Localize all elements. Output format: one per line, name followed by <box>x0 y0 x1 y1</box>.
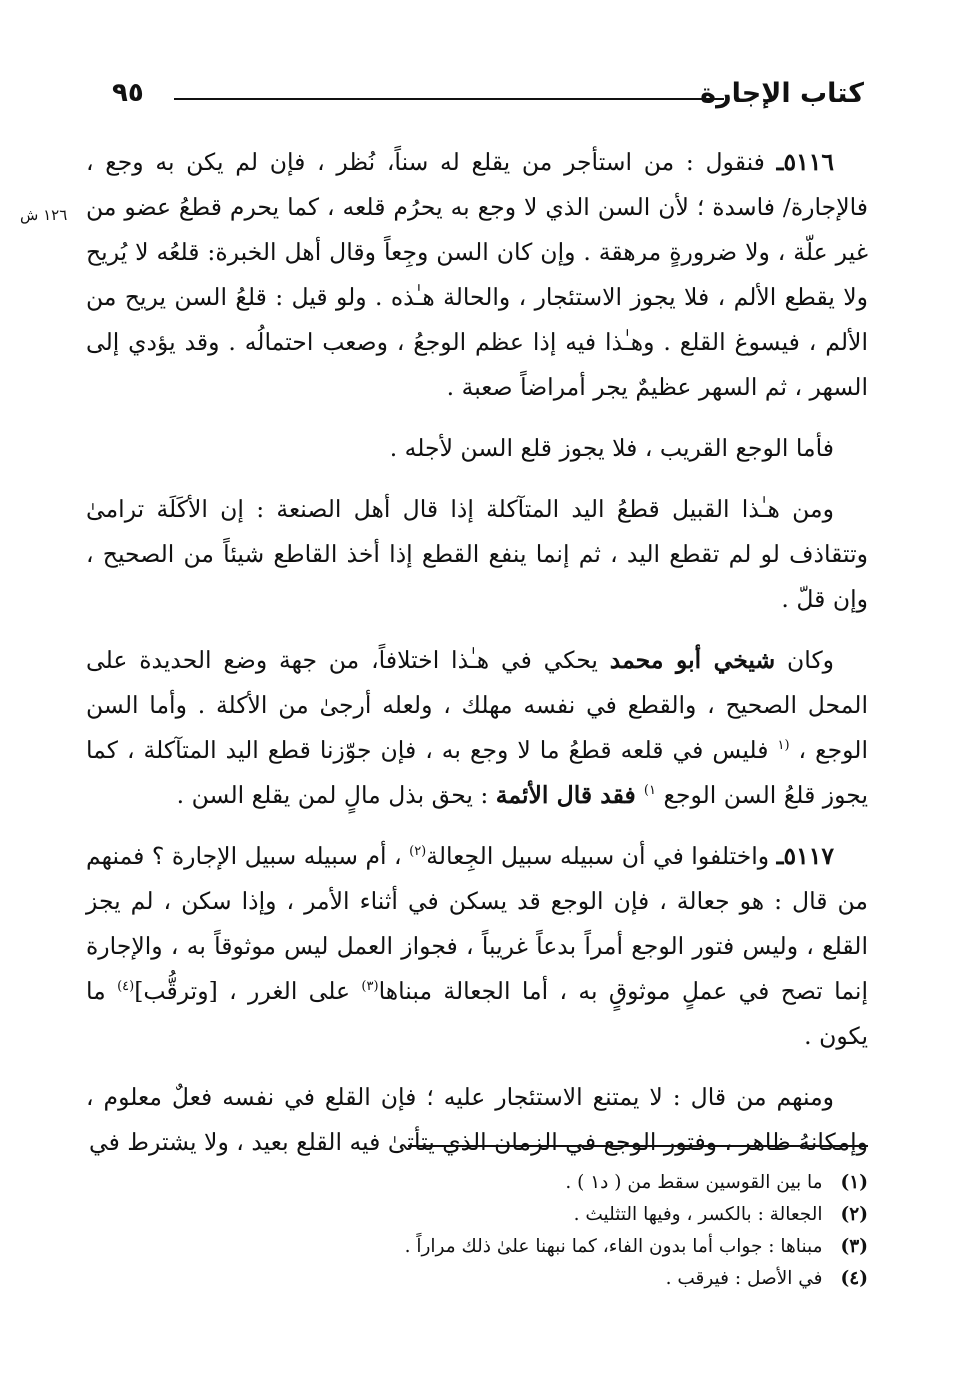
footnote-text: مبناها : جواب أما بدون الفاء، كما نبهنا علىٰ ذلك مراراً . <box>404 1236 823 1257</box>
footnote <box>200 1232 868 1262</box>
paragraph <box>86 638 868 818</box>
footnote-text: في الأصل : فيرقب . <box>665 1268 823 1289</box>
running-header <box>112 78 864 118</box>
paragraph-text: على الغرر ، [وترقُّب] <box>134 977 362 1005</box>
paragraph-text: ومن هـٰذا القبيل قطعُ اليد المتآكلة إذا قال أهل الصنعة : إن الأكَلَة ترامىٰ وتتقاذف لو لم تقطع اليد ، ثم إنما ينفع القطع إذا أخذ القاطع شيئاً من الصحيح ، وإن قلّ . <box>86 495 868 613</box>
main-text <box>86 140 868 1165</box>
footnote-number: (١) <box>840 1172 868 1193</box>
footnote-marker: ١) <box>643 783 656 799</box>
footnotes <box>200 1168 868 1296</box>
paragraph-text: فنقول : من استأجر من يقلع له سناً، نُظر ، فإن لم يكن به وجع ، فالإجارة/ فاسدة ؛ لأن السن الذي لا وجع به يحرُم قلعه ، كما يحرم قطعُ عضو من غير علّة ، ولا ضرورةٍ مرهقة . وإن كان السن وجِعاً وقال أهل الخبرة: قلعُه لا يُريح ولا يقطع الألم ، فلا يجوز الاستئجار ، والحالة هـٰذه . ولو قيل : قلعُ السن يريح من الألم ، فيسوغ القلع . وهـٰذا فيه إذا عظم الوجعُ ، وصعب احتمالُه . وقد يؤدي إلى السهر ، ثم السهر عظيمٌ يجر أمراضاً صعبة . <box>86 148 868 401</box>
paragraph-text: : يحق بذل مالٍ لمن يقلع السن . <box>176 781 496 809</box>
page-number: ٩٥ <box>112 78 144 108</box>
section-number: ٥١١٦ـ <box>776 148 834 176</box>
paragraph-text: ومنهم من قال : لا يمتنع الاستئجار عليه ؛ فإن القلع في نفسه فعلٌ معلوم ، وإمكانهُ ظاهر ، وفتور الوجع في الزمان الذي يتأتىٰ فيه القلع بعيد ، ولا يشترط في <box>86 1083 868 1156</box>
header-rule <box>174 98 724 100</box>
footnote-text: الجعالة : بالكسر ، وفيها التثليث . <box>573 1204 823 1225</box>
footnote-number: (٢) <box>840 1204 868 1225</box>
section-number: ٥١١٧ـ <box>776 842 835 870</box>
paragraph <box>86 1075 868 1165</box>
footnote-marker: (٣) <box>361 979 379 995</box>
footnote-marker: (٢) <box>409 844 427 860</box>
footnote-number: (٣) <box>840 1236 868 1257</box>
paragraph <box>86 426 868 471</box>
paragraph-text: فأما الوجع القريب ، فلا يجوز قلع السن لأجله . <box>389 434 834 462</box>
bold-phrase: فقد قال الأئمة <box>495 781 644 809</box>
paragraph-text: فليس في قلعه قطعُ ما لا وجع به ، فإن جوّزنا قطع اليد المتآكلة ، كما يجوز قلعُ السن الوجع <box>86 736 868 809</box>
bold-name: شيخي أبو محمد <box>609 646 776 674</box>
footnote <box>200 1200 868 1230</box>
footnote-marker: (١ <box>777 738 790 754</box>
footnote <box>200 1168 868 1198</box>
paragraph-text: وكان <box>775 646 834 674</box>
margin-folio-note: ١٢٦ ش <box>20 206 68 224</box>
paragraph <box>86 487 868 622</box>
paragraph-text: ، أم سبيله سبيل الإجارة ؟ فمنهم من قال : هو جعالة ، فإن الوجع قد يسكن في أثناء الأمر ، وإذا سكن ، لم يجز القلع ، وليس فتور الوجع أمراً بدعاً غريباً ، فجواز العمل ليس موثوقاً به ، والإجارة إنما تصح في عملٍ موثوقٍ به ، أما الجعالة مبناها <box>86 842 868 1005</box>
footnote-text: ما بين القوسين سقط من ( د١ ) . <box>565 1172 823 1193</box>
paragraph <box>86 834 868 1059</box>
book-title: كتاب الإجارة <box>700 78 864 109</box>
footnote <box>200 1264 868 1294</box>
paragraph-text: يحكي في هـٰذا اختلافاً، من جهة وضع الحديدة على المحل الصحيح ، والقطع في نفسه مهلك ، ولعله أرجىٰ من الأكلة . وأما السن الوجع ، <box>86 646 868 764</box>
paragraph <box>86 140 868 410</box>
footnote-divider <box>408 1145 868 1147</box>
paragraph-text: ما يكون . <box>86 977 868 1050</box>
footnote-marker: (٤) <box>117 979 135 995</box>
footnote-number: (٤) <box>840 1268 868 1289</box>
paragraph-text: واختلفوا في أن سبيله سبيل الجِعالة <box>426 842 777 870</box>
